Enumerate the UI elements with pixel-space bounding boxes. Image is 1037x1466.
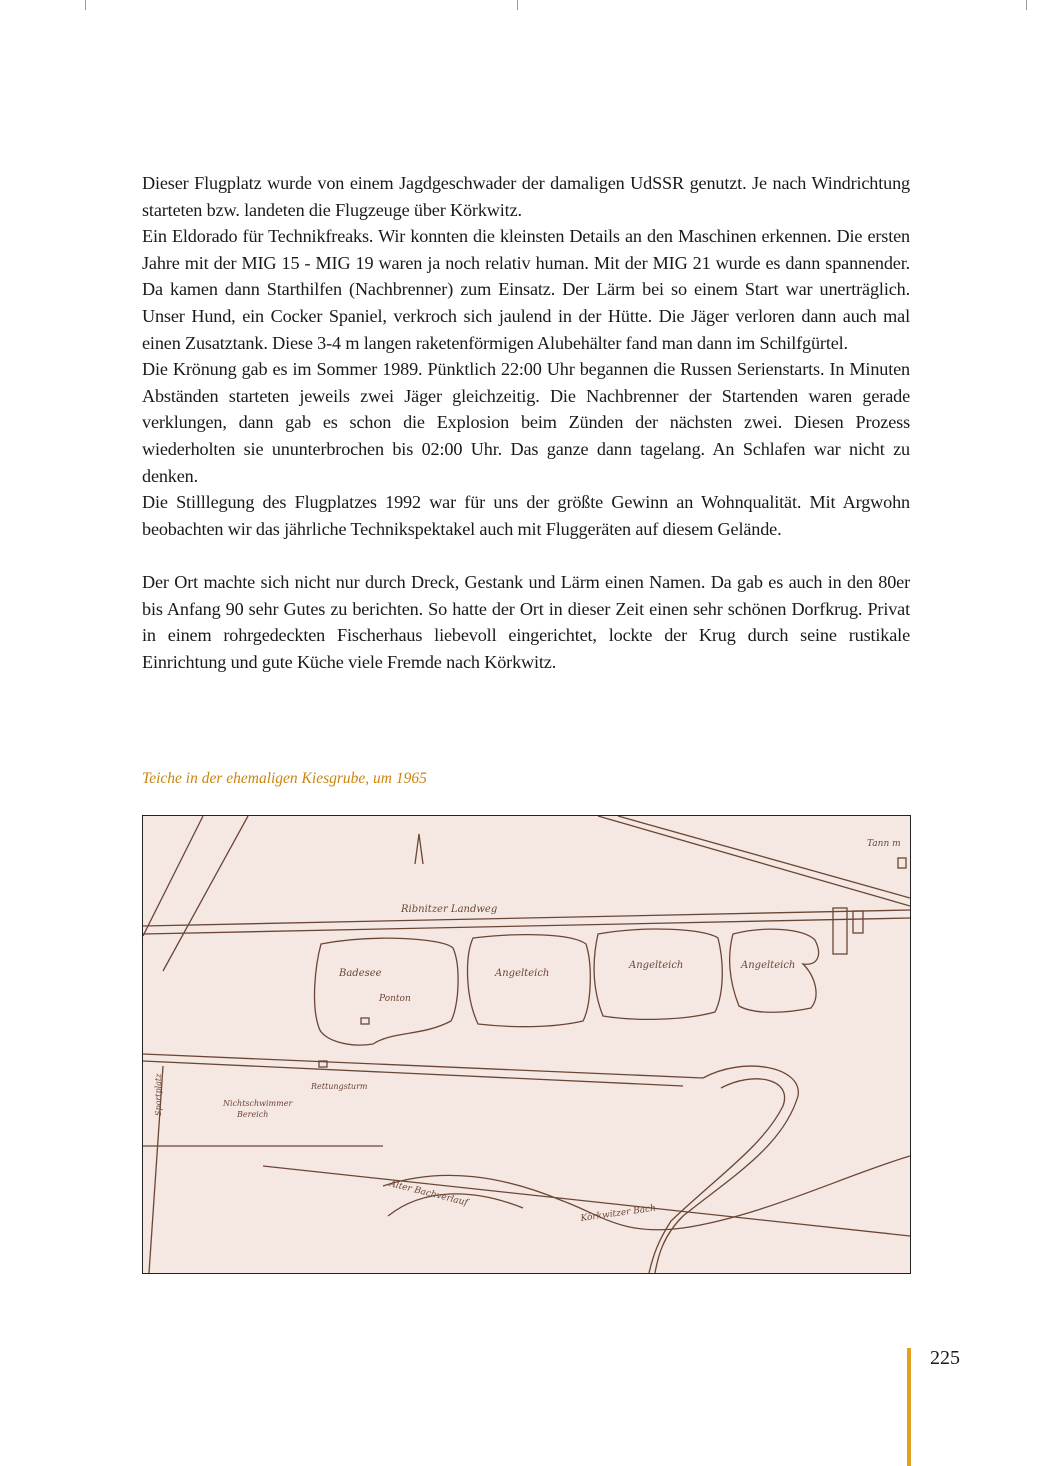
- ponton-label: Ponton: [379, 994, 411, 1004]
- page-number: 225: [930, 1347, 960, 1369]
- pond-label: Angelteich: [629, 960, 684, 971]
- paragraph: Ein Eldorado für Technikfreaks. Wir konnten die kleinsten Details an den Maschinen erkennen. Die ersten Jahre mit der MIG 15 - MIG 19 waren ja noch relativ human. Mit der MIG 21 wurde es dann spannender. Da kamen dann Starthilfen (Nachbrenner) zum Einsatz. Der Lärm bei so einem Start war unerträglich. Unser Hund, ein Cocker Spaniel, verkroch sich jaulend in der Hütte. Die Jäger verloren dann auch mal einen Zusatztank. Diese 3-4 m langen raketenförmigen Alubehälter fand man dann im Schilfgürtel.: [142, 226, 910, 353]
- paragraph: Der Ort machte sich nicht nur durch Dreck, Gestank und Lärm einen Namen. Da gab es auch in den 80er bis Anfang 90 sehr Gutes zu berichten. So hatte der Ort in dieser Zeit einen sehr schönen Dorfkrug. Privat in einem rohrgedeckten Fischerhaus liebevoll eingerichtet, lockte der Krug durch seine rustikale Einrichtung und gute Küche viele Fremde nach Körkwitz.: [142, 571, 910, 672]
- nichtschwimmer-label: Nichtschwimmer: [223, 1099, 293, 1108]
- historic-map-figure: [142, 815, 911, 1274]
- pond-label: Badesee: [339, 968, 382, 979]
- paragraph: Die Krönung gab es im Sommer 1989. Pünktlich 22:00 Uhr begannen die Russen Serienstarts. In Minuten Abständen starteten jeweils zwei Jäger gleichzeitig. Die Nachbrenner der Startenden waren gerade verklungen, dann gab es schon die Explosion beim Zünden der nächsten zwei. Diesen Prozess wiederholten sie ununterbrochen bis 02:00 Uhr. Das ganze dann tagelang. An Schlafen war nicht zu denken.: [142, 359, 910, 486]
- path-line: [163, 816, 248, 971]
- railway-line: [618, 816, 910, 898]
- brook-line: [649, 1079, 785, 1273]
- field-line: [263, 1166, 910, 1236]
- figure-caption: Teiche in der ehemaligen Kiesgrube, um 1965: [142, 770, 427, 787]
- ponton-marker: [361, 1018, 369, 1024]
- paragraph: Dieser Flugplatz wurde von einem Jagdgeschwader der damaligen UdSSR genutzt. Je nach Windrichtung starteten bzw. landeten die Flugzeuge über Körkwitz.: [142, 173, 910, 220]
- crop-mark: [517, 0, 518, 10]
- pond-label: Angelteich: [741, 960, 796, 971]
- nichtschwimmer-label: Bereich: [237, 1110, 269, 1119]
- pond-outline: [315, 938, 459, 1045]
- rettungsturm-label: Rettungsturm: [311, 1082, 368, 1091]
- brook-line: [383, 1156, 910, 1230]
- crop-mark: [1026, 0, 1027, 10]
- sportplatz-label: Sportplatz: [154, 1073, 163, 1116]
- road-label: Ribnitzer Landweg: [401, 904, 498, 915]
- corner-label: Tann m: [867, 839, 901, 849]
- north-arrow-icon: [415, 834, 423, 864]
- pond-outline: [468, 935, 591, 1027]
- bach-label: Körkwitzer Bach: [580, 1203, 657, 1224]
- brook-line: [655, 1066, 798, 1273]
- paragraph: Die Stilllegung des Flugplatzes 1992 war für uns der größte Gewinn an Wohnqualität. Mit Argwohn beobachten wir das jährliche Technikspektakel auch mit Fluggeräten auf diesem Gelände.: [142, 492, 910, 539]
- building-marker: [833, 908, 847, 954]
- pond-outline: [594, 929, 722, 1019]
- road-edge: [143, 910, 910, 926]
- body-text: [142, 170, 910, 675]
- page-accent-bar: [907, 1348, 911, 1466]
- pond-label: Angelteich: [495, 968, 550, 979]
- map-drawing: [143, 816, 910, 1273]
- path-line: [143, 816, 203, 936]
- old-bach-label: Alter Bachverlauf: [388, 1179, 469, 1209]
- crop-mark: [85, 0, 86, 10]
- railway-line: [598, 816, 910, 906]
- building-marker: [898, 858, 906, 868]
- building-marker: [853, 911, 863, 933]
